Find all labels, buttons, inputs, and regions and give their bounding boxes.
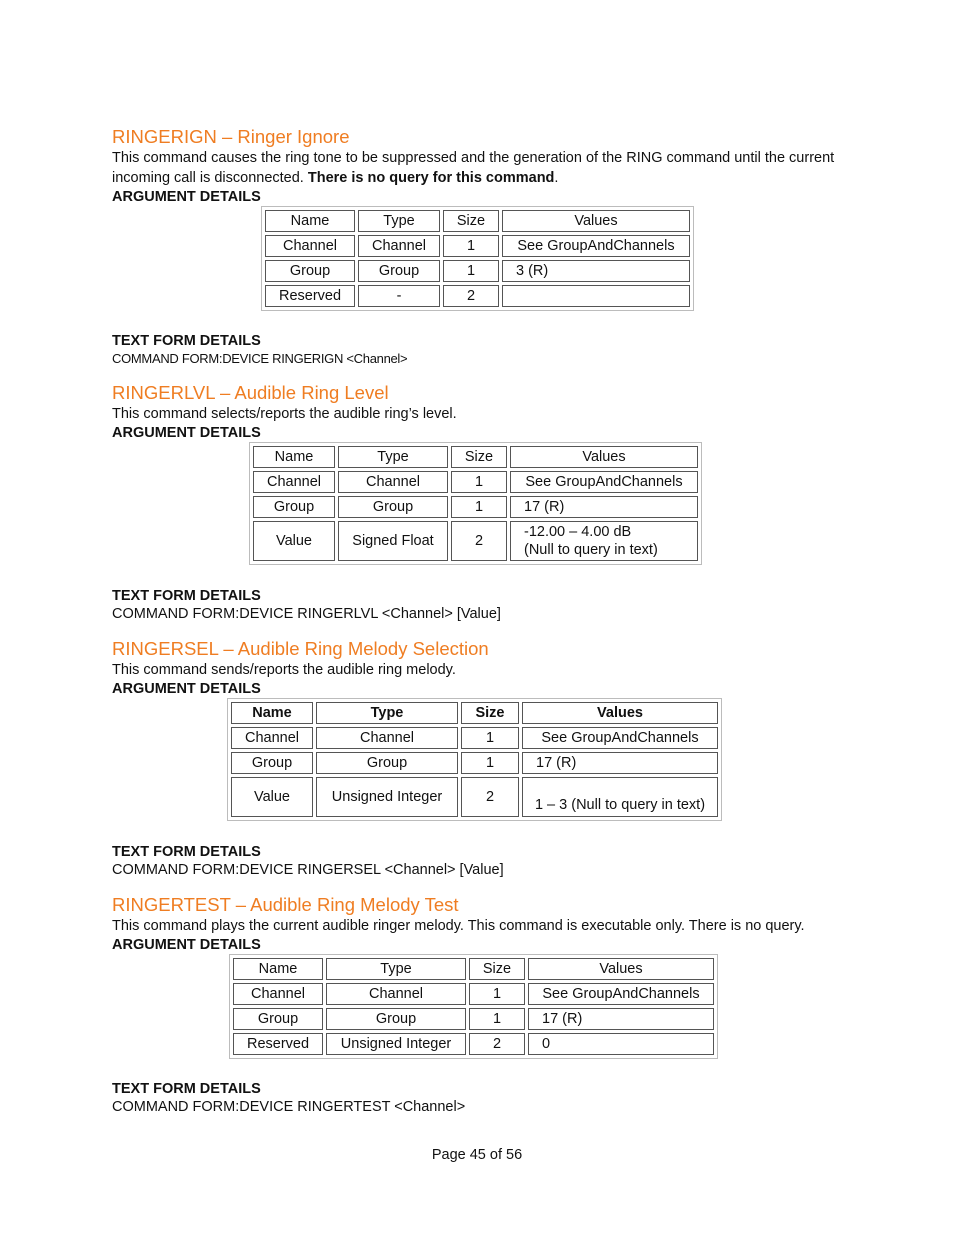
text-form-details-label: TEXT FORM DETAILS (112, 588, 261, 604)
table-row (231, 727, 718, 749)
table-cell: 1 – 3 (Null to query in text) (522, 777, 718, 817)
table-cell: 2 (443, 285, 499, 307)
text-form-ringersel (112, 843, 872, 879)
table-row (231, 777, 718, 817)
table-row (265, 235, 690, 257)
text-form-ringertest (112, 1080, 872, 1116)
argument-details-label: ARGUMENT DETAILS (112, 937, 261, 953)
table-row (233, 1033, 714, 1055)
section-heading: RINGERLVL – Audible Ring Level (112, 382, 389, 403)
table-cell: 1 (461, 727, 519, 749)
table-cell: See GroupAndChannels (510, 471, 698, 493)
table-cell: Unsigned Integer (316, 777, 458, 817)
table-cell: Channel (326, 983, 466, 1005)
table-cell: 1 (451, 496, 507, 518)
table-cell: 1 (443, 260, 499, 282)
table-cell: Signed Float (338, 521, 448, 561)
text-form-details-label: TEXT FORM DETAILS (112, 844, 261, 860)
table-cell: - (358, 285, 440, 307)
section-ringersel (112, 638, 872, 698)
table-row (265, 285, 690, 307)
column-header: Values (502, 210, 690, 232)
table-cell: Group (338, 496, 448, 518)
command-form: COMMAND FORM:DEVICE RINGERIGN <Channel> (112, 351, 408, 366)
column-header: Type (326, 958, 466, 980)
section-ringerign (112, 126, 872, 206)
section-heading: RINGERTEST – Audible Ring Melody Test (112, 894, 459, 915)
text-form-ringerign (112, 332, 872, 368)
argument-table-ringersel (227, 698, 722, 821)
table-cell: 2 (469, 1033, 525, 1055)
table-cell: Reserved (233, 1033, 323, 1055)
argument-details-label: ARGUMENT DETAILS (112, 681, 261, 697)
table-cell: Channel (231, 727, 313, 749)
table-cell: 1 (469, 1008, 525, 1030)
table-cell: Group (265, 260, 355, 282)
section-heading: RINGERIGN – Ringer Ignore (112, 126, 350, 147)
table-cell: Channel (265, 235, 355, 257)
text-form-details-label: TEXT FORM DETAILS (112, 333, 261, 349)
table-cell: Group (358, 260, 440, 282)
table-cell: Value (231, 777, 313, 817)
column-header: Values (510, 446, 698, 468)
column-header: Name (253, 446, 335, 468)
table-cell: Value (253, 521, 335, 561)
table-cell (502, 285, 690, 307)
table-cell: Channel (253, 471, 335, 493)
table-cell: 17 (R) (528, 1008, 714, 1030)
text-form-ringerlvl (112, 587, 872, 623)
table-header-row (253, 446, 698, 468)
column-header: Size (443, 210, 499, 232)
column-header: Type (316, 702, 458, 724)
table-cell: Channel (233, 983, 323, 1005)
section-ringertest (112, 894, 892, 954)
table-cell: 2 (451, 521, 507, 561)
column-header: Name (231, 702, 313, 724)
column-header: Name (265, 210, 355, 232)
table-row (253, 471, 698, 493)
page-number: Page 45 of 56 (431, 1147, 523, 1163)
section-description: This command selects/reports the audible ring’s level. (112, 406, 457, 422)
section-description: This command plays the current audible ringer melody. This command is executable only. There is no query. (112, 918, 805, 934)
argument-table-ringerign (261, 206, 694, 311)
table-row (231, 752, 718, 774)
table-header-row (233, 958, 714, 980)
column-header: Size (451, 446, 507, 468)
table-cell: 17 (R) (510, 496, 698, 518)
table-cell: 0 (528, 1033, 714, 1055)
table-row (253, 496, 698, 518)
table-cell: See GroupAndChannels (528, 983, 714, 1005)
table-cell: Group (316, 752, 458, 774)
table-cell: Unsigned Integer (326, 1033, 466, 1055)
column-header: Size (461, 702, 519, 724)
text-form-details-label: TEXT FORM DETAILS (112, 1081, 261, 1097)
table-row (265, 260, 690, 282)
value-range: -12.00 – 4.00 dB (524, 524, 632, 540)
column-header: Values (528, 958, 714, 980)
table-cell: 3 (R) (502, 260, 690, 282)
command-form: COMMAND FORM:DEVICE RINGERLVL <Channel> [Value] (112, 606, 501, 622)
table-cell: Group (231, 752, 313, 774)
table-cell (510, 521, 698, 561)
table-row (253, 521, 698, 561)
section-description: This command causes the ring tone to be suppressed and the generation of the RING command until the current incoming call is disconnected. There is no query for this command. (112, 150, 835, 186)
table-cell: 1 (443, 235, 499, 257)
table-cell: Channel (338, 471, 448, 493)
table-cell: Channel (358, 235, 440, 257)
argument-table-ringerlvl (249, 442, 702, 565)
table-cell: Group (253, 496, 335, 518)
table-header-row (231, 702, 718, 724)
table-cell: 1 (461, 752, 519, 774)
section-description: This command sends/reports the audible ring melody. (112, 662, 456, 678)
section-heading: RINGERSEL – Audible Ring Melody Selection (112, 638, 489, 659)
table-cell: See GroupAndChannels (502, 235, 690, 257)
table-cell: 17 (R) (522, 752, 718, 774)
column-header: Type (338, 446, 448, 468)
table-cell: Group (326, 1008, 466, 1030)
argument-table-ringertest (229, 954, 718, 1059)
section-ringerlvl (112, 382, 872, 442)
table-cell: 1 (469, 983, 525, 1005)
table-row (233, 1008, 714, 1030)
table-row (233, 983, 714, 1005)
table-cell: Channel (316, 727, 458, 749)
table-cell: See GroupAndChannels (522, 727, 718, 749)
command-form: COMMAND FORM:DEVICE RINGERTEST <Channel> (112, 1099, 466, 1115)
table-header-row (265, 210, 690, 232)
column-header: Name (233, 958, 323, 980)
table-cell: Reserved (265, 285, 355, 307)
argument-details-label: ARGUMENT DETAILS (112, 189, 261, 205)
table-cell: 1 (451, 471, 507, 493)
table-cell: 2 (461, 777, 519, 817)
value-note: (Null to query in text) (524, 542, 658, 558)
table-cell: Group (233, 1008, 323, 1030)
command-form: COMMAND FORM:DEVICE RINGERSEL <Channel> [Value] (112, 862, 504, 878)
column-header: Values (522, 702, 718, 724)
column-header: Size (469, 958, 525, 980)
column-header: Type (358, 210, 440, 232)
argument-details-label: ARGUMENT DETAILS (112, 425, 261, 441)
